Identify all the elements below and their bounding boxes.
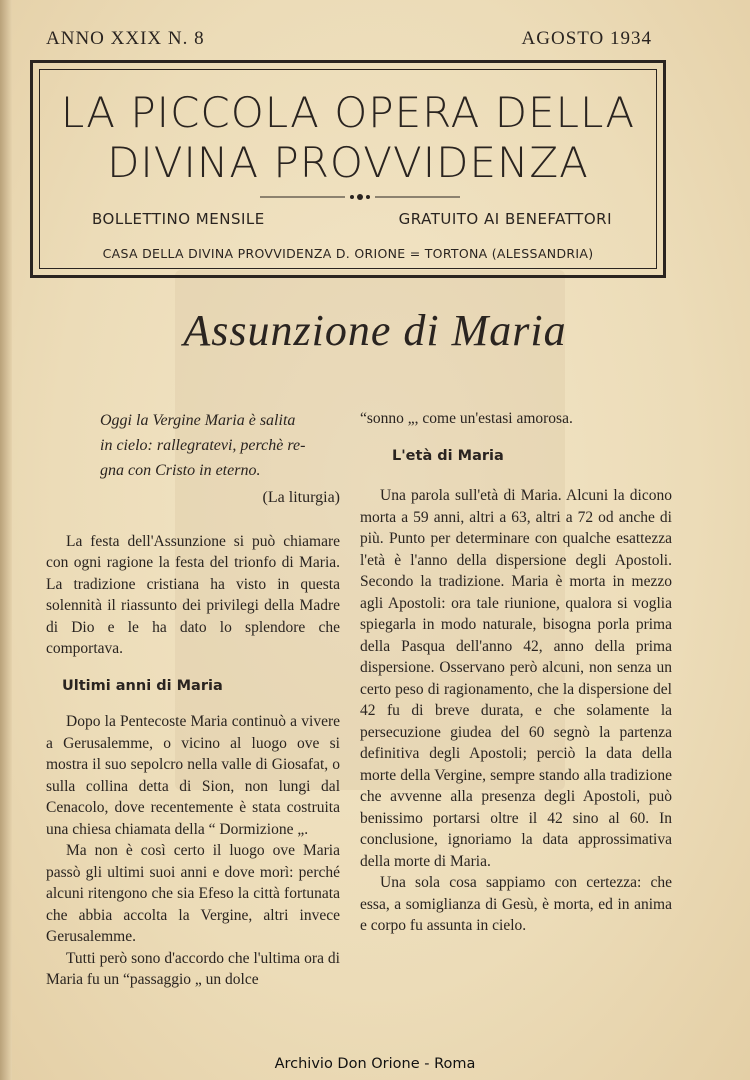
epigraph <box>46 408 340 509</box>
epigraph-source: (La liturgia) <box>262 489 340 506</box>
section1-heading: Ultimi anni di Maria <box>62 677 223 694</box>
section2-paragraph-2: Una sola cosa sappiamo con certezza: che essa, a somiglianza di Gesù, è morta, ed in anima e corpo fu assunta in cielo. <box>360 874 672 934</box>
masthead-title-line1: LA PICCOLA OPERA DELLA <box>60 88 636 137</box>
section1-paragraph-1: Dopo la Pentecoste Maria continuò a vivere a Gerusalemme, o vicino al luogo ove si mostra il suo sepolcro nella valle di Giosafat, o sulla collina detta di Sion, non lungi dal Cenacolo, dove recentemente è stata costruita una chiesa chiamata della “ Dormizione „. <box>46 713 340 838</box>
column2-continuation: “sonno „, come un'estasi amorosa. <box>360 410 573 427</box>
intro-paragraph: La festa dell'Assunzione si può chiamare con ogni ragione la festa del trionfo di Maria. La tradizione cristiana ha visto in questa solennità il riassunto dei privilegi della Madre di Dio e le ha dato lo splendore che comportava. <box>46 532 340 657</box>
section2-paragraph-1: Una parola sull'età di Maria. Alcuni la dicono morta a 59 anni, altri a 63, altri a 72 od anche di più. Punto per determinare con qualche esattezza l'età è l'anno della dispersione degli Apostoli. Secondo la tradizione. Maria è morta in mezzo agli Apostoli: ora tale riunione, qualora si voglia spiegarla in modo naturale, bisogna porla prima della Pasqua dell'anno 42, anno della prima dispersione. Osservano però alcuni, non senza un certo peso di ragionamento, che la dispersione del 42 fu di breve durata, e che solamente la persecuzione giudea del 60 segnò la partenza definitiva degli Apostoli; perciò la data della morte della Vergine, sempre stando alla tradizione che avvenne alla presenza degli Apostoli, può benissimo portarsi oltre il 42 sino al 60. In conclusione, ignoriamo la data approssimativa della morte di Maria. <box>360 487 672 870</box>
right-column <box>360 408 672 937</box>
article-title: Assunzione di Maria <box>183 306 567 355</box>
masthead-title-line2: DIVINA PROVVIDENZA <box>107 138 589 187</box>
section1-paragraph-3: Tutti però sono d'accordo che l'ultima ora di Maria fu un “passaggio „ un dolce <box>46 949 340 988</box>
left-column <box>46 408 340 991</box>
masthead <box>30 60 666 278</box>
binding-edge <box>0 0 12 1080</box>
epigraph-line-2: in cielo: rallegratevi, perchè re- <box>100 437 306 454</box>
issue-date: AGOSTO 1934 <box>521 28 652 49</box>
section2-heading: L'età di Maria <box>392 447 504 464</box>
masthead-address: CASA DELLA DIVINA PROVVIDENZA D. ORIONE = TORTONA (ALESSANDRIA) <box>102 246 594 261</box>
archive-footer: Archivio Don Orione - Roma <box>274 1056 476 1072</box>
epigraph-line-1: Oggi la Vergine Maria è salita <box>100 412 296 429</box>
ornament-divider <box>260 192 460 202</box>
masthead-inner-border <box>39 69 657 269</box>
section1-paragraph-2: Ma non è così certo il luogo ove Maria passò gli ultimi suoi anni e dove morì: perché alcuni ritengono che sia Efeso la città fortunata che abbia accolta la Vergine, altri invece Gerusalemme. <box>46 842 340 945</box>
epigraph-line-3: gna con Cristo in eterno. <box>100 462 261 479</box>
masthead-subtitle-left: BOLLETTINO MENSILE <box>92 210 265 228</box>
issue-number: ANNO XXIX N. 8 <box>46 28 205 49</box>
masthead-subtitle-right: GRATUITO AI BENEFATTORI <box>398 210 612 228</box>
